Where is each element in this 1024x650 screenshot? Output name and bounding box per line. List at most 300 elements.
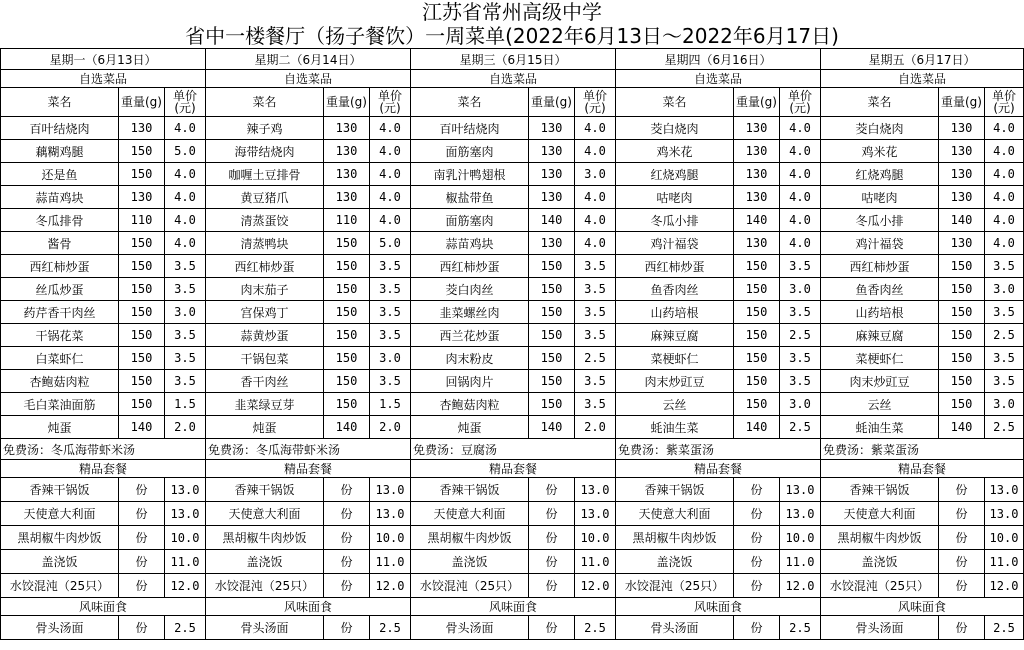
noodle-price: 2.5: [780, 616, 821, 640]
dish-weight: 130: [324, 140, 370, 163]
dish-weight: 150: [529, 255, 575, 278]
dish-name: 干锅花菜: [1, 324, 119, 347]
noodle-unit: 份: [119, 616, 165, 640]
dish-price: 2.0: [575, 416, 616, 439]
free-soup: 免费汤：豆腐汤: [411, 439, 616, 460]
set-name: 水饺混沌（25只）: [616, 574, 734, 598]
dish-price: 3.0: [370, 347, 411, 370]
dish-weight: 150: [939, 301, 985, 324]
dish-weight: 150: [939, 393, 985, 416]
set-name: 黑胡椒牛肉炒饭: [1, 526, 119, 550]
dish-price: 4.0: [780, 232, 821, 255]
dish-weight: 150: [324, 370, 370, 393]
dish-weight: 150: [119, 255, 165, 278]
dish-price: 3.5: [780, 370, 821, 393]
dish-name: 清蒸蛋饺: [206, 209, 324, 232]
set-unit: 份: [324, 478, 370, 502]
dish-name: 清蒸鸭块: [206, 232, 324, 255]
dish-price: 3.5: [370, 324, 411, 347]
dish-weight: 150: [529, 278, 575, 301]
set-name: 香辣干锅饭: [206, 478, 324, 502]
dish-weight: 130: [939, 232, 985, 255]
dish-weight: 150: [324, 255, 370, 278]
dish-name: 丝瓜炒蛋: [1, 278, 119, 301]
dish-name: 咕咾肉: [821, 186, 939, 209]
dish-name: 麻辣豆腐: [821, 324, 939, 347]
menu-item-row: [1, 370, 1024, 393]
dish-name: 宫保鸡丁: [206, 301, 324, 324]
dish-name: 炖蛋: [411, 416, 529, 439]
dish-price: 5.0: [165, 140, 206, 163]
dish-weight: 140: [529, 416, 575, 439]
section-premium: 精品套餐: [206, 460, 411, 478]
dish-price: 3.5: [370, 370, 411, 393]
menu-item-row: [1, 416, 1024, 439]
menu-item-row: [1, 255, 1024, 278]
set-name: 天使意大利面: [1, 502, 119, 526]
set-unit: 份: [324, 526, 370, 550]
set-price: 13.0: [780, 478, 821, 502]
dish-name: 酱骨: [1, 232, 119, 255]
dish-price: 4.0: [165, 163, 206, 186]
dish-name: 云丝: [821, 393, 939, 416]
menu-item-row: [1, 347, 1024, 370]
premium-set-row: [1, 502, 1024, 526]
dish-price: 4.0: [780, 140, 821, 163]
dish-price: 3.0: [985, 278, 1024, 301]
dish-name: 鸡米花: [821, 140, 939, 163]
dish-weight: 130: [529, 117, 575, 140]
dish-weight: 150: [529, 324, 575, 347]
set-name: 香辣干锅饭: [1, 478, 119, 502]
set-name: 盖浇饭: [411, 550, 529, 574]
set-unit: 份: [529, 574, 575, 598]
column-header-name: 菜名: [411, 88, 529, 117]
set-name: 香辣干锅饭: [411, 478, 529, 502]
dish-name: 黄豆猪爪: [206, 186, 324, 209]
dish-weight: 150: [119, 324, 165, 347]
menu-item-row: [1, 301, 1024, 324]
column-header-price: 单价(元): [165, 88, 206, 117]
dish-price: 3.5: [985, 255, 1024, 278]
dish-name: 西兰花炒蛋: [411, 324, 529, 347]
set-price: 12.0: [780, 574, 821, 598]
dish-weight: 150: [734, 255, 780, 278]
dish-price: 3.5: [165, 324, 206, 347]
dish-name: 回锅肉片: [411, 370, 529, 393]
section-noodles: 风味面食: [411, 598, 616, 616]
dish-price: 3.5: [985, 301, 1024, 324]
dish-name: 茭白烧肉: [821, 117, 939, 140]
set-name: 天使意大利面: [821, 502, 939, 526]
section-premium: 精品套餐: [616, 460, 821, 478]
menu-item-row: [1, 186, 1024, 209]
dish-price: 4.0: [985, 163, 1024, 186]
dish-name: 还是鱼: [1, 163, 119, 186]
dish-weight: 130: [324, 117, 370, 140]
dish-name: 藕糊鸡腿: [1, 140, 119, 163]
set-unit: 份: [734, 550, 780, 574]
set-name: 黑胡椒牛肉炒饭: [616, 526, 734, 550]
dish-name: 茭白烧肉: [616, 117, 734, 140]
dish-price: 2.0: [370, 416, 411, 439]
dish-name: 杏鲍菇肉粒: [1, 370, 119, 393]
set-price: 12.0: [575, 574, 616, 598]
dish-weight: 140: [119, 416, 165, 439]
day-header: 星期四（6月16日）: [616, 49, 821, 70]
dish-weight: 140: [324, 416, 370, 439]
section-row: [1, 598, 1024, 616]
column-header-name: 菜名: [1, 88, 119, 117]
column-header-price: 单价(元): [575, 88, 616, 117]
dish-price: 3.5: [165, 347, 206, 370]
dish-name: 肉末炒豇豆: [616, 370, 734, 393]
dish-price: 3.5: [575, 324, 616, 347]
set-unit: 份: [324, 502, 370, 526]
dish-price: 4.0: [165, 232, 206, 255]
page-title: 江苏省常州高级中学: [422, 0, 602, 24]
dish-price: 3.0: [165, 301, 206, 324]
dish-price: 2.5: [985, 416, 1024, 439]
column-header-weight: 重量(g): [529, 88, 575, 117]
noodle-price: 2.5: [370, 616, 411, 640]
dish-name: 韭菜螺丝肉: [411, 301, 529, 324]
dish-price: 4.0: [370, 163, 411, 186]
noodle-name: 骨头汤面: [1, 616, 119, 640]
set-price: 11.0: [370, 550, 411, 574]
dish-weight: 140: [529, 209, 575, 232]
dish-price: 4.0: [575, 209, 616, 232]
dish-weight: 150: [119, 347, 165, 370]
dish-name: 菜梗虾仁: [616, 347, 734, 370]
dish-name: 蚝油生菜: [821, 416, 939, 439]
noodle-unit: 份: [324, 616, 370, 640]
set-price: 11.0: [985, 550, 1024, 574]
dish-weight: 150: [119, 140, 165, 163]
dish-weight: 140: [939, 416, 985, 439]
set-price: 13.0: [165, 478, 206, 502]
dish-name: 肉末茄子: [206, 278, 324, 301]
set-price: 10.0: [985, 526, 1024, 550]
set-name: 香辣干锅饭: [821, 478, 939, 502]
set-name: 水饺混沌（25只）: [1, 574, 119, 598]
set-name: 水饺混沌（25只）: [411, 574, 529, 598]
dish-price: 4.0: [575, 140, 616, 163]
section-self-select: 自选菜品: [206, 70, 411, 88]
set-name: 盖浇饭: [1, 550, 119, 574]
dish-weight: 150: [324, 278, 370, 301]
section-noodles: 风味面食: [821, 598, 1024, 616]
set-unit: 份: [529, 478, 575, 502]
dish-name: 菜梗虾仁: [821, 347, 939, 370]
dish-price: 4.0: [780, 117, 821, 140]
dish-name: 面筋塞肉: [411, 140, 529, 163]
noodle-price: 2.5: [165, 616, 206, 640]
menu-item-row: [1, 278, 1024, 301]
set-price: 13.0: [370, 478, 411, 502]
dish-name: 蒜苗鸡块: [411, 232, 529, 255]
noodle-unit: 份: [734, 616, 780, 640]
dish-weight: 130: [734, 186, 780, 209]
dish-weight: 130: [529, 163, 575, 186]
set-name: 香辣干锅饭: [616, 478, 734, 502]
dish-price: 3.5: [985, 370, 1024, 393]
set-unit: 份: [734, 478, 780, 502]
set-unit: 份: [119, 550, 165, 574]
section-premium: 精品套餐: [1, 460, 206, 478]
day-header: 星期五（6月17日）: [821, 49, 1024, 70]
dish-name: 南乳汁鸭翅根: [411, 163, 529, 186]
dish-price: 3.5: [575, 393, 616, 416]
dish-price: 3.5: [370, 255, 411, 278]
dish-name: 冬瓜排骨: [1, 209, 119, 232]
dish-price: 4.0: [985, 186, 1024, 209]
set-price: 10.0: [575, 526, 616, 550]
dish-price: 4.0: [165, 117, 206, 140]
dish-weight: 130: [734, 163, 780, 186]
dish-price: 3.5: [165, 278, 206, 301]
dish-weight: 150: [119, 370, 165, 393]
weekly-menu-table: [0, 48, 1024, 640]
premium-set-row: [1, 550, 1024, 574]
day-header: 星期三（6月15日）: [411, 49, 616, 70]
dish-weight: 150: [734, 393, 780, 416]
dish-price: 1.5: [165, 393, 206, 416]
set-name: 水饺混沌（25只）: [821, 574, 939, 598]
set-unit: 份: [529, 502, 575, 526]
dish-weight: 150: [324, 232, 370, 255]
menu-item-row: [1, 163, 1024, 186]
dish-name: 鱼香肉丝: [821, 278, 939, 301]
dish-price: 2.0: [165, 416, 206, 439]
dish-name: 麻辣豆腐: [616, 324, 734, 347]
dish-name: 红烧鸡腿: [821, 163, 939, 186]
dish-name: 蚝油生菜: [616, 416, 734, 439]
dish-price: 4.0: [165, 186, 206, 209]
dish-weight: 150: [324, 324, 370, 347]
dish-weight: 150: [734, 324, 780, 347]
dish-price: 2.5: [780, 324, 821, 347]
set-price: 13.0: [780, 502, 821, 526]
dish-weight: 150: [734, 301, 780, 324]
noodle-unit: 份: [939, 616, 985, 640]
dish-price: 4.0: [370, 117, 411, 140]
dish-price: 3.5: [780, 255, 821, 278]
set-unit: 份: [324, 574, 370, 598]
column-header-weight: 重量(g): [324, 88, 370, 117]
column-header-weight: 重量(g): [734, 88, 780, 117]
dish-name: 冬瓜小排: [821, 209, 939, 232]
dish-name: 炖蛋: [206, 416, 324, 439]
dish-name: 咖喱土豆排骨: [206, 163, 324, 186]
dish-name: 椒盐带鱼: [411, 186, 529, 209]
dish-name: 咕咾肉: [616, 186, 734, 209]
dish-name: 肉末炒豇豆: [821, 370, 939, 393]
dish-weight: 150: [939, 370, 985, 393]
dish-weight: 130: [324, 163, 370, 186]
column-header-weight: 重量(g): [939, 88, 985, 117]
column-header-row: [1, 88, 1024, 117]
set-unit: 份: [734, 502, 780, 526]
set-unit: 份: [529, 550, 575, 574]
set-name: 盖浇饭: [821, 550, 939, 574]
dish-name: 山药培根: [821, 301, 939, 324]
set-unit: 份: [939, 478, 985, 502]
dish-price: 4.0: [370, 186, 411, 209]
dish-weight: 110: [119, 209, 165, 232]
set-name: 天使意大利面: [411, 502, 529, 526]
menu-item-row: [1, 140, 1024, 163]
dish-price: 3.5: [165, 255, 206, 278]
dish-price: 3.0: [780, 278, 821, 301]
set-unit: 份: [734, 526, 780, 550]
dish-price: 4.0: [985, 209, 1024, 232]
dish-price: 4.0: [370, 209, 411, 232]
dish-weight: 150: [529, 347, 575, 370]
set-unit: 份: [324, 550, 370, 574]
dish-price: 3.0: [575, 163, 616, 186]
set-price: 13.0: [985, 502, 1024, 526]
set-name: 天使意大利面: [616, 502, 734, 526]
set-price: 13.0: [370, 502, 411, 526]
dish-price: 3.5: [575, 278, 616, 301]
column-header-price: 单价(元): [985, 88, 1024, 117]
dish-weight: 150: [324, 347, 370, 370]
section-self-select: 自选菜品: [1, 70, 206, 88]
section-premium: 精品套餐: [821, 460, 1024, 478]
section-noodles: 风味面食: [616, 598, 821, 616]
dish-name: 西红柿炒蛋: [821, 255, 939, 278]
dish-name: 香干肉丝: [206, 370, 324, 393]
dish-name: 茭白肉丝: [411, 278, 529, 301]
dish-weight: 150: [734, 278, 780, 301]
free-soup: 免费汤：冬瓜海带虾米汤: [1, 439, 206, 460]
dish-price: 4.0: [575, 232, 616, 255]
dish-weight: 140: [734, 416, 780, 439]
column-header-price: 单价(元): [780, 88, 821, 117]
menu-item-row: [1, 209, 1024, 232]
noodle-price: 2.5: [985, 616, 1024, 640]
set-price: 10.0: [165, 526, 206, 550]
set-unit: 份: [939, 502, 985, 526]
dish-name: 西红柿炒蛋: [206, 255, 324, 278]
dish-weight: 130: [529, 232, 575, 255]
set-price: 13.0: [985, 478, 1024, 502]
dish-weight: 150: [939, 347, 985, 370]
dish-weight: 150: [529, 393, 575, 416]
set-unit: 份: [939, 526, 985, 550]
set-price: 10.0: [370, 526, 411, 550]
dish-weight: 130: [529, 186, 575, 209]
section-row: [1, 70, 1024, 88]
dish-name: 百叶结烧肉: [1, 117, 119, 140]
dish-name: 白菜虾仁: [1, 347, 119, 370]
dish-price: 4.0: [780, 186, 821, 209]
section-noodles: 风味面食: [206, 598, 411, 616]
set-price: 11.0: [575, 550, 616, 574]
dish-price: 3.0: [985, 393, 1024, 416]
dish-weight: 130: [734, 140, 780, 163]
dish-name: 干锅包菜: [206, 347, 324, 370]
set-unit: 份: [734, 574, 780, 598]
dish-weight: 150: [324, 393, 370, 416]
dish-price: 4.0: [985, 140, 1024, 163]
dish-name: 毛白菜油面筋: [1, 393, 119, 416]
dish-price: 3.5: [780, 347, 821, 370]
section-self-select: 自选菜品: [616, 70, 821, 88]
noodle-name: 骨头汤面: [821, 616, 939, 640]
dish-weight: 130: [119, 186, 165, 209]
menu-item-row: [1, 117, 1024, 140]
dish-name: 韭菜绿豆芽: [206, 393, 324, 416]
free-soup: 免费汤：紫菜蛋汤: [616, 439, 821, 460]
dish-price: 4.0: [165, 209, 206, 232]
set-name: 盖浇饭: [616, 550, 734, 574]
noodle-price: 2.5: [575, 616, 616, 640]
premium-set-row: [1, 478, 1024, 502]
set-unit: 份: [119, 574, 165, 598]
dish-name: 冬瓜小排: [616, 209, 734, 232]
section-self-select: 自选菜品: [411, 70, 616, 88]
set-name: 黑胡椒牛肉炒饭: [206, 526, 324, 550]
dish-weight: 130: [939, 186, 985, 209]
dish-price: 3.5: [575, 301, 616, 324]
set-price: 12.0: [370, 574, 411, 598]
set-unit: 份: [119, 478, 165, 502]
dish-weight: 150: [939, 255, 985, 278]
dish-price: 2.5: [575, 347, 616, 370]
set-price: 12.0: [165, 574, 206, 598]
dish-name: 鸡汁福袋: [616, 232, 734, 255]
dish-weight: 150: [939, 278, 985, 301]
dish-price: 3.5: [370, 278, 411, 301]
day-header: 星期二（6月14日）: [206, 49, 411, 70]
dish-name: 蒜苗鸡块: [1, 186, 119, 209]
dish-name: 肉末粉皮: [411, 347, 529, 370]
dish-weight: 150: [734, 347, 780, 370]
noodle-unit: 份: [529, 616, 575, 640]
dish-weight: 150: [939, 324, 985, 347]
dish-weight: 110: [324, 209, 370, 232]
free-soup-row: [1, 439, 1024, 460]
dish-weight: 150: [324, 301, 370, 324]
dish-name: 鱼香肉丝: [616, 278, 734, 301]
dish-weight: 150: [119, 278, 165, 301]
set-name: 水饺混沌（25只）: [206, 574, 324, 598]
column-header-weight: 重量(g): [119, 88, 165, 117]
dish-weight: 130: [939, 140, 985, 163]
section-noodles: 风味面食: [1, 598, 206, 616]
dish-price: 4.0: [985, 232, 1024, 255]
set-name: 黑胡椒牛肉炒饭: [411, 526, 529, 550]
dish-name: 西红柿炒蛋: [616, 255, 734, 278]
set-price: 13.0: [575, 478, 616, 502]
dish-price: 4.0: [780, 163, 821, 186]
dish-name: 百叶结烧肉: [411, 117, 529, 140]
dish-price: 2.5: [985, 324, 1024, 347]
menu-item-row: [1, 324, 1024, 347]
dish-price: 3.5: [575, 370, 616, 393]
day-header-row: [1, 49, 1024, 70]
set-unit: 份: [529, 526, 575, 550]
dish-price: 5.0: [370, 232, 411, 255]
dish-weight: 150: [119, 232, 165, 255]
section-row: [1, 460, 1024, 478]
noodle-name: 骨头汤面: [411, 616, 529, 640]
dish-weight: 130: [324, 186, 370, 209]
dish-weight: 130: [734, 232, 780, 255]
section-self-select: 自选菜品: [821, 70, 1024, 88]
